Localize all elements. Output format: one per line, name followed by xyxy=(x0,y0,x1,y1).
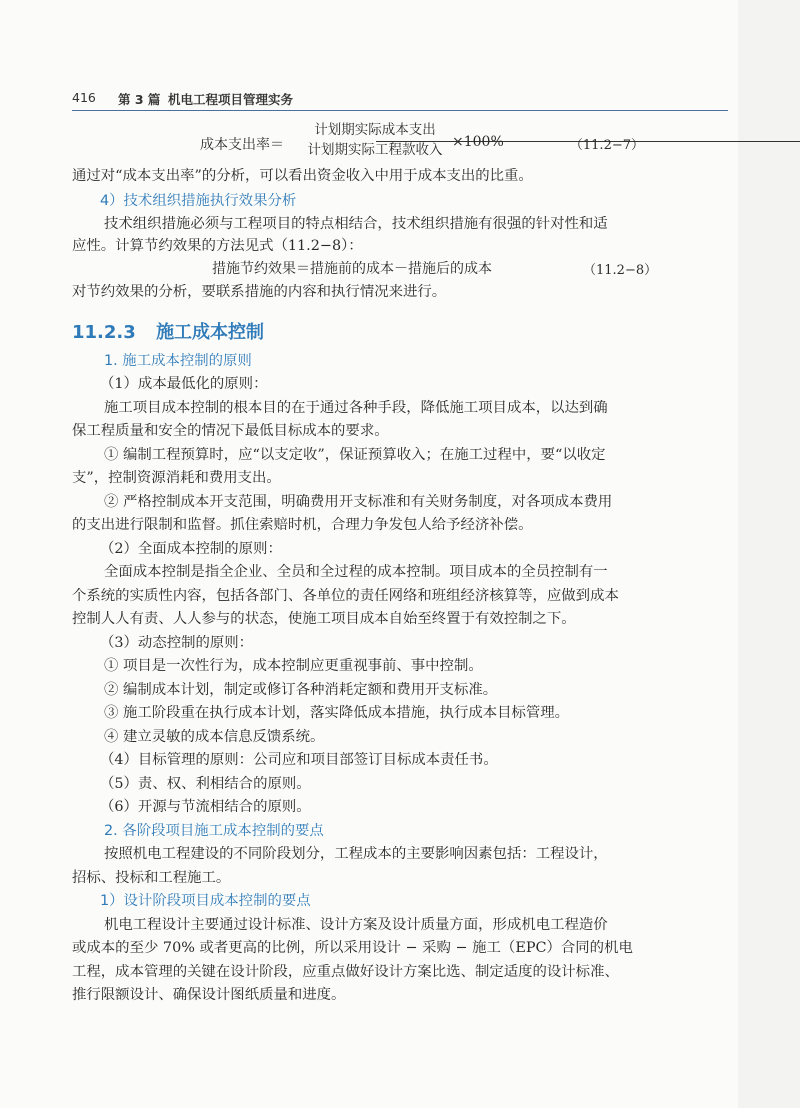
formula-denominator: 计划期实际工程款收入 xyxy=(307,142,443,158)
paragraph-line: 控制人人有责、人人参与的状态，使施工项目成本自始至终置于有效控制之下。 xyxy=(72,611,576,627)
subheading-stage-control: 2. 各阶段项目施工成本控制的要点 xyxy=(104,823,324,839)
paragraph-line: 推行限额设计、确保设计图纸质量和进度。 xyxy=(72,987,346,1003)
header-title: 机电工程项目管理实务 xyxy=(168,92,294,107)
equation-number: （11.2−7） xyxy=(569,138,644,153)
part-label: 第 3 篇 xyxy=(118,92,161,107)
formula-multiplier: ×100% xyxy=(452,134,504,150)
paragraph-line: 个系统的实质性内容，包括各部门、各单位的责任网络和班组经济核算等，应做到成本 xyxy=(72,588,619,604)
paragraph-line: 全面成本控制是指全企业、全员和全过程的成本控制。项目成本的全员控制有一 xyxy=(104,564,608,580)
list-item: （1）成本最低化的原则： xyxy=(100,376,268,392)
paragraph-line: 招标、投标和工程施工。 xyxy=(72,870,231,886)
paragraph-line: 对节约效果的分析，要联系措施的内容和执行情况来进行。 xyxy=(72,284,447,300)
equation-number: （11.2−8） xyxy=(583,263,658,278)
page-number: 416 xyxy=(72,90,96,105)
list-item: ① 项目是一次性行为，成本控制应更重视事前、事中控制。 xyxy=(104,658,483,674)
list-item: ② 编制成本计划，制定或修订各种消耗定额和费用开支标准。 xyxy=(104,682,498,698)
formula-lhs: 成本支出率＝ xyxy=(200,137,284,153)
list-item: ② 严格控制成本开支范围，明确费用开支标准和有关财务制度，对各项成本费用 xyxy=(104,494,613,510)
section-number: 11.2.3 xyxy=(72,322,136,343)
formula-fraction xyxy=(304,120,446,160)
paragraph-line: 通过对“成本支出率”的分析，可以看出资金收入中用于成本支出的比重。 xyxy=(72,168,533,184)
list-item: （6）开源与节流相结合的原则。 xyxy=(100,799,311,815)
list-item: （4）目标管理的原则：公司应和项目部签订目标成本责任书。 xyxy=(100,752,498,768)
subheading-design-stage: 1）设计阶段项目成本控制的要点 xyxy=(100,893,311,909)
list-item: ③ 施工阶段重在执行成本计划，落实降低成本措施，执行成本目标管理。 xyxy=(104,705,570,721)
section-heading xyxy=(72,318,264,344)
paragraph-line: 的支出进行限制和监督。抓住索赔时机，合理力争发包人给予经济补偿。 xyxy=(72,517,533,533)
formula-numerator: 计划期实际成本支出 xyxy=(314,122,436,138)
formula-measure-savings: 措施节约效果＝措施前的成本－措施后的成本 xyxy=(212,261,492,277)
paragraph-line: 保工程质量和安全的情况下最低目标成本的要求。 xyxy=(72,423,389,439)
section-title: 施工成本控制 xyxy=(156,322,265,343)
paragraph-line: 技术组织措施必须与工程项目的特点相结合，技术组织措施有很强的针对性和适 xyxy=(104,216,608,232)
list-item: （3）动态控制的原则： xyxy=(100,635,254,651)
list-item: （5）责、权、利相结合的原则。 xyxy=(100,776,311,792)
paragraph-line: 按照机电工程建设的不同阶段划分，工程成本的主要影响因素包括：工程设计， xyxy=(104,846,608,862)
scan-edge xyxy=(738,0,800,1108)
list-item: （2）全面成本控制的原则： xyxy=(100,541,282,557)
paragraph-line: 应性。计算节约效果的方法见式（11.2−8）： xyxy=(72,238,363,254)
list-item: ④ 建立灵敏的成本信息反馈系统。 xyxy=(104,729,325,745)
paragraph-line: 工程，成本管理的关键在设计阶段，应重点做好设计方案比选、制定适度的设计标准、 xyxy=(72,964,619,980)
subheading-principles: 1. 施工成本控制的原则 xyxy=(104,353,252,369)
paragraph-line: 或成本的至少 70% 或者更高的比例，所以采用设计 − 采购 − 施工（EPC）合同的机电 xyxy=(72,940,633,956)
paragraph-line: 支”，控制资源消耗和费用支出。 xyxy=(72,470,281,486)
paragraph-line: 机电工程设计主要通过设计标准、设计方案及设计质量方面，形成机电工程造价 xyxy=(104,917,608,933)
list-item: ① 编制工程预算时，应“以支定收”，保证预算收入；在施工过程中，要“以收定 xyxy=(104,447,606,463)
header-rule xyxy=(72,110,728,111)
subheading-tech-measures: 4）技术组织措施执行效果分析 xyxy=(100,193,297,209)
paragraph-line: 施工项目成本控制的根本目的在于通过各种手段，降低施工项目成本，以达到确 xyxy=(104,400,608,416)
formula-cost-expenditure-rate xyxy=(72,120,642,166)
running-header xyxy=(72,88,728,108)
